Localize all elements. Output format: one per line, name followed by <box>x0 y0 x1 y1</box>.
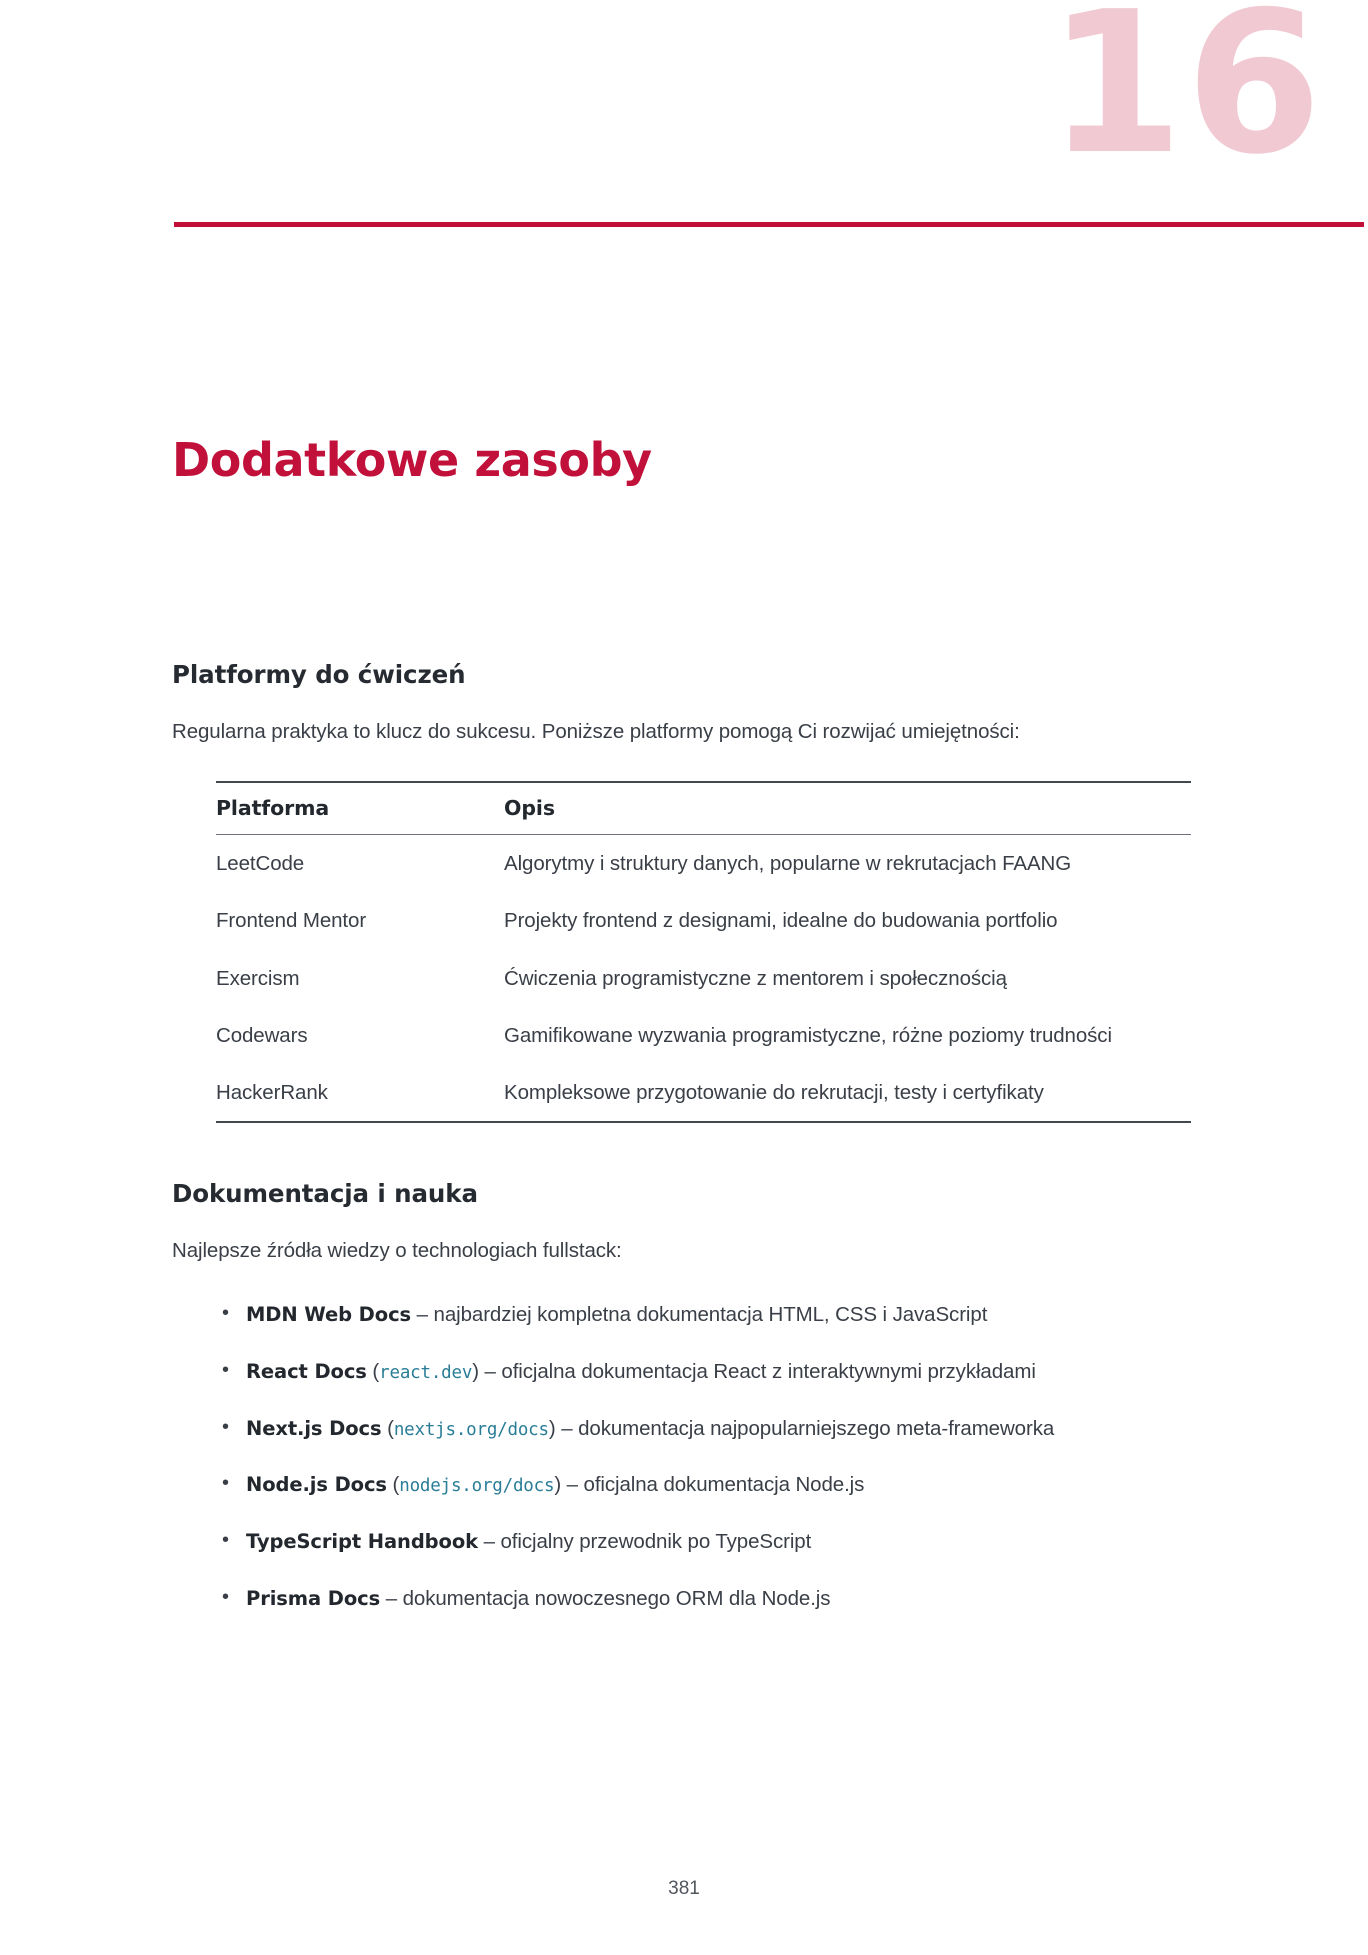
inline-code: nodejs.org/docs <box>399 1476 555 1497</box>
documentation-list <box>172 1300 1192 1613</box>
page-content <box>172 660 1192 1641</box>
chapter-title: Dodatkowe zasoby <box>172 432 652 487</box>
table-cell-description: Ćwiczenia programistyczne z mentorem i społecznością <box>504 966 1007 990</box>
list-item <box>216 1300 1192 1330</box>
table-row <box>216 1007 1191 1064</box>
table-cell-platform: Codewars <box>216 1023 308 1047</box>
list-item-term: React Docs <box>246 1360 367 1384</box>
list-item-code-group: (nextjs.org/docs) <box>381 1416 556 1440</box>
list-item-text: – dokumentacja nowoczesnego ORM dla Node.js <box>380 1586 831 1610</box>
table-header-description: Opis <box>504 796 555 821</box>
list-item-text: – najbardziej kompletna dokumentacja HTML, CSS i JavaScript <box>411 1303 988 1327</box>
list-item <box>216 1357 1192 1387</box>
table-head <box>216 782 1191 835</box>
table-cell-platform: Frontend Mentor <box>216 909 367 933</box>
list-item <box>216 1584 1192 1614</box>
list-item-term: Next.js Docs <box>246 1416 382 1440</box>
list-item-code-group: (react.dev) <box>366 1360 479 1384</box>
table-cell-platform: LeetCode <box>216 852 305 876</box>
table-cell-platform: HackerRank <box>216 1080 328 1104</box>
section-intro-platforms: Regularna praktyka to klucz do sukcesu. Poniższe platformy pomogą Ci rozwijać umiejętności: <box>172 719 1020 743</box>
table-cell-description: Gamifikowane wyzwania programistyczne, różne poziomy trudności <box>504 1023 1112 1047</box>
table-header-platform: Platforma <box>216 796 330 821</box>
list-item-term: TypeScript Handbook <box>246 1530 478 1554</box>
platforms-table <box>216 781 1191 1123</box>
inline-code: react.dev <box>379 1363 473 1384</box>
table-cell-description: Kompleksowe przygotowanie do rekrutacji, testy i certyfikaty <box>504 1080 1044 1104</box>
section-heading-platforms: Platformy do ćwiczeń <box>172 660 466 689</box>
list-item <box>216 1470 1192 1500</box>
list-item <box>216 1414 1192 1444</box>
table-row <box>216 950 1191 1007</box>
table-row <box>216 1064 1191 1122</box>
chapter-number: 16 <box>1047 0 1324 198</box>
table-header-row <box>216 782 1191 835</box>
header-rule <box>174 222 1364 227</box>
inline-code: nextjs.org/docs <box>393 1419 549 1440</box>
table-cell-description: Algorytmy i struktury danych, popularne w rekrutacjach FAANG <box>504 852 1072 876</box>
section-heading-documentation: Dokumentacja i nauka <box>172 1178 478 1208</box>
list-item-term: Node.js Docs <box>246 1473 387 1497</box>
list-item-text: – oficjalny przewodnik po TypeScript <box>478 1530 812 1554</box>
table-cell-description: Projekty frontend z designami, idealne do budowania portfolio <box>504 909 1058 933</box>
page-number: 381 <box>668 1878 700 1899</box>
table-row <box>216 892 1191 949</box>
table-body <box>216 835 1191 1122</box>
list-item-text: – oficjalna dokumentacja Node.js <box>561 1473 865 1497</box>
list-item-term: Prisma Docs <box>246 1586 381 1610</box>
section-intro-documentation: Najlepsze źródła wiedzy o technologiach fullstack: <box>172 1238 622 1262</box>
list-item-text: – dokumentacja najpopularniejszego meta-frameworka <box>555 1416 1055 1440</box>
list-item-code-group: (nodejs.org/docs) <box>386 1473 562 1497</box>
table-row <box>216 835 1191 893</box>
list-item <box>216 1527 1192 1557</box>
table-cell-platform: Exercism <box>216 966 300 990</box>
list-item-term: MDN Web Docs <box>246 1303 412 1327</box>
list-item-text: – oficjalna dokumentacja React z interaktywnymi przykładami <box>478 1360 1036 1384</box>
platforms-table-wrapper <box>216 781 1191 1123</box>
